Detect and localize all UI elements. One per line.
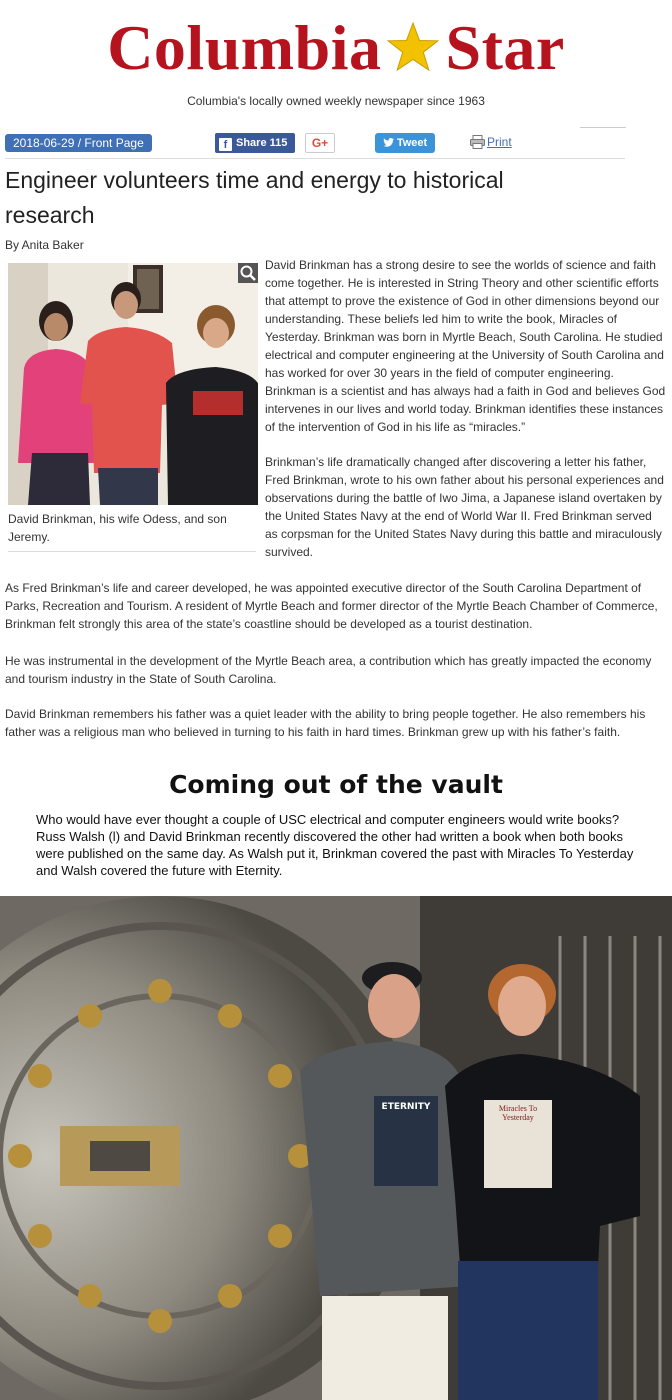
article-headline: Engineer volunteers time and energy to historical research xyxy=(5,167,504,228)
article-photo[interactable] xyxy=(8,263,258,505)
masthead xyxy=(0,0,672,120)
vault-section-title: Coming out of the vault xyxy=(169,770,503,799)
divider xyxy=(5,158,625,159)
tweet-label: Tweet xyxy=(396,137,428,149)
divider xyxy=(580,127,626,128)
byline: By Anita Baker xyxy=(5,238,84,252)
facebook-share-button[interactable] xyxy=(215,133,295,153)
paragraph: Brinkman’s life dramatically changed after discovering a letter his father, Fred Brinkman, wrote to his own father about his personal experiences and observations during the battle of Iwo Jima, a Japanese island overtaken by the United States Navy at the end of World War II. Fred Brinkman served as corpsman for the United States Navy during this battle and miraculously survived. xyxy=(265,455,664,559)
google-plus-button[interactable]: G+ xyxy=(305,133,335,153)
twitter-bird-icon xyxy=(383,138,394,147)
vault-section-text: Who would have ever thought a couple of USC electrical and computer engineers would write books? Russ Walsh (l) and David Brinkman recently discovered the other had written a book when both books were published on the same day. As Walsh put it, Brinkman covered the past with Miracles To Yesterday and Walsh covered the future with Eternity. xyxy=(36,812,634,878)
paragraph: David Brinkman has a strong desire to see the worlds of science and faith come together. He is interested in String Theory and other scientific efforts that attempt to prove the existence of God in other dimensions beyond our understanding. These beliefs led him to write the book, Miracles of Yesterday. Brinkman was born in Myrtle Beach, South Carolina. He studied electrical and computer engineering at the University of South Carolina and has worked for over 30 years in the field of computer engineering. Brinkman is a scientist and has always had a faith in God and believes God intervenes in our lives and world today. Brinkman identifies these instances of the intervention of God in his life as “miracles.” xyxy=(265,258,666,434)
tagline: Columbia's locally owned weekly newspaper since 1963 xyxy=(187,94,485,108)
photo-caption: David Brinkman, his wife Odess, and son Jeremy. xyxy=(8,512,227,544)
magnifier-icon xyxy=(238,263,258,283)
vault-photo[interactable] xyxy=(0,896,672,1400)
paragraph: David Brinkman remembers his father was a quiet leader with the ability to bring people together. He also remembers his father was a religious man who believed in turning to his faith in hard times. Brinkman grew up with his father’s faith. xyxy=(5,707,646,739)
tweet-button[interactable] xyxy=(375,133,435,153)
print-link[interactable] xyxy=(470,134,512,152)
share-label: Share 115 xyxy=(236,137,288,149)
zoom-button[interactable] xyxy=(238,263,258,283)
printer-icon xyxy=(470,135,485,149)
site-logo[interactable] xyxy=(0,12,672,84)
print-label: Print xyxy=(487,135,512,149)
logo-text-columbia: Columbia xyxy=(107,12,382,83)
date-section-badge[interactable]: 2018-06-29 / Front Page xyxy=(5,134,152,152)
divider xyxy=(8,551,256,552)
star-icon xyxy=(387,21,439,73)
vault-photo-illustration xyxy=(0,896,672,1400)
book-title-eternity: ETERNITY xyxy=(381,1102,431,1112)
logo-text-star: Star xyxy=(445,12,565,83)
paragraph: As Fred Brinkman’s life and career developed, he was appointed executive director of the South Carolina Department of Parks, Recreation and Tourism. A resident of Myrtle Beach and former director of the Myrtle Beach Chamber of Commerce, Brinkman felt strongly this area of the state’s coastline should be developed as a tourist destination. xyxy=(5,581,658,631)
paragraph: He was instrumental in the development of the Myrtle Beach area, a contribution which has greatly impacted the economy and tourism industry in the State of South Carolina. xyxy=(5,654,652,686)
facebook-icon: f xyxy=(219,138,232,151)
book-title-miracles: Miracles To Yesterday xyxy=(498,1104,538,1122)
family-photo-illustration xyxy=(8,263,258,505)
